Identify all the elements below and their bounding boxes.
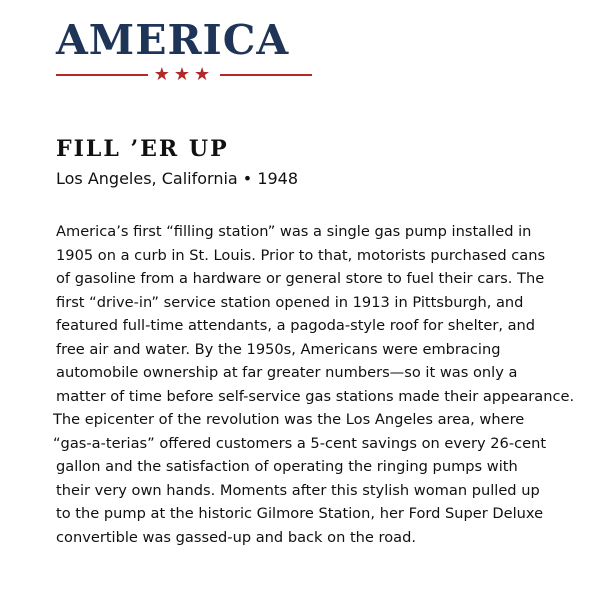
body-line: convertible was gassed-up and back on the road. xyxy=(56,528,416,546)
body-line: 1905 on a curb in St. Louis. Prior to that, motorists purchased cans xyxy=(56,246,546,264)
body-line: of gasoline from a hardware or general store to fuel their cars. The xyxy=(56,270,545,287)
body-line: “gas-a-terias” offered customers a 5-cent savings on every 26-cent xyxy=(53,434,547,452)
body-line: America’s first “filling station” was a single gas pump installed in xyxy=(56,223,532,240)
logo-rule xyxy=(56,65,312,85)
body-line: featured full-time attendants, a pagoda-style roof for shelter, and xyxy=(56,317,536,334)
america-logo xyxy=(56,18,314,85)
body-line: The epicenter of the revolution was the Los Angeles area, where xyxy=(53,411,525,428)
body-line: first “drive-in” service station opened in 1913 in Pittsburgh, and xyxy=(56,293,524,311)
logo-wordmark: AMERICA xyxy=(56,16,290,64)
body-line: matter of time before self-service gas stations made their appearance. xyxy=(56,387,575,405)
logo-rule-right xyxy=(220,74,312,76)
star-icon: ★★★ xyxy=(153,64,215,85)
body-line: automobile ownership at far greater numbers—so it was only a xyxy=(56,364,518,381)
article-body xyxy=(53,220,575,549)
body-line: gallon and the satisfaction of operating the ringing pumps with xyxy=(56,458,518,475)
article-title: FILL ’ER UP xyxy=(56,136,229,162)
body-line: their very own hands. Moments after this stylish woman pulled up xyxy=(56,481,540,499)
article-subtitle: Los Angeles, California • 1948 xyxy=(56,169,299,188)
body-line: free air and water. By the 1950s, Americans were embracing xyxy=(56,340,501,358)
body-line: to the pump at the historic Gilmore Station, her Ford Super Deluxe xyxy=(56,505,544,522)
